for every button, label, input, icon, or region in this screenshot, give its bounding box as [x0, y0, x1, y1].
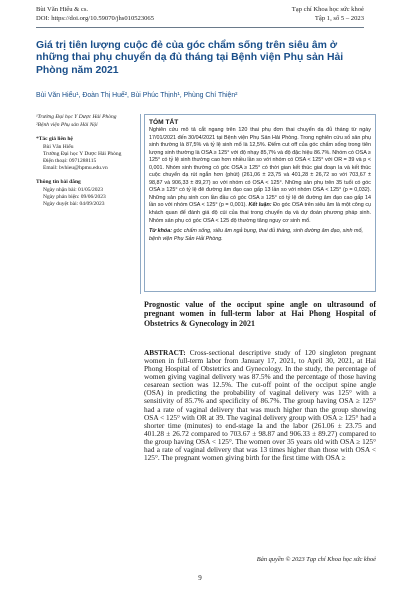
correspondence-name: Bùi Văn Hiểu — [43, 143, 74, 150]
article-sidebar — [36, 114, 136, 208]
vietnamese-abstract-heading: TÓM TẮT — [149, 119, 179, 126]
running-header — [36, 6, 364, 28]
english-abstract-label: ABSTRACT: — [144, 348, 186, 357]
sidebar-divider — [140, 114, 141, 294]
vietnamese-abstract-box — [144, 114, 376, 292]
correspondence-email[interactable]: Email: bvhieu@hpmu.edu.vn — [43, 165, 108, 172]
received-date: Ngày nhận bài: 01/05/2023 — [43, 186, 104, 193]
header-right — [292, 6, 364, 23]
correspondence-heading: *Tác giả liên hệ — [36, 136, 73, 143]
page-number: 9 — [198, 574, 202, 582]
english-abstract-text: Cross-sectional descriptive study of 120 singleton pregnant women in full-term labor from January 17, 2021, to April 30, 2021, at Hai Phong Hospital of Obstetrics and Gynecology. In the study, the percentage of women giving vaginal delivery was 87.5% and the percentage of those having cesarean section was 12.5%. The cut-off point of the occiput spine angle (OSA) in predicting the probability of vaginal delivery was 125° with a sensitivity of 85.7% and specificity of 86.7%. The group having OSA ≥ 125° had a rate of vaginal delivery that was much higher than the group showing OSA < 125° with OR at 39. The vaginal delivery group with OSA ≥ 125° had a shorter time (minutes) to end-stage Ia and the labor (261.06 ± 23.75 and 401.28 ± 26.72 compared to 703.67 ± 98.87 and 906.33 ± 89.27) compared to the group having OSA < 125°. The women over 35 years old with OSA ≥ 125° had a rate of vaginal delivery that was 13 times higher than those with OSA < 125°. The pregnant women giving birth for the first time with OSA ≥ — [144, 348, 376, 463]
correspondence-institution: Trường Đại học Y Dược Hải Phòng — [43, 150, 122, 157]
keywords-text: góc chẩm sống, siêu âm ngả bụng, thai đủ tháng, sinh đường âm đạo, sinh mổ, bệnh viện Phụ Sản Hải Phòng. — [149, 228, 363, 242]
english-title: Prognostic value of the occiput spine angle on ultrasound of pregnant women in full-term labor at Hai Phong Hospital of Obstetrics & Gynecology in 2021 — [144, 300, 376, 328]
header-left — [36, 6, 154, 23]
copyright-footer: Bản quyền © 2023 Tạp chí Khoa học sức khoẻ — [256, 556, 376, 563]
header-authors: Bùi Văn Hiểu & cs. — [36, 6, 89, 13]
vn-conclusion-text: Đo góc OSA trên siêu âm là một công cụ khách quan để đánh giá độ cúi của thai trong chuyển dạ và dự đoán phương pháp sinh. Nhóm sản phụ có góc OSA < 125 độ thường tăng nguy cơ sinh mổ. — [149, 202, 372, 224]
vn-abstract-body: Nghiên cứu mô tả cắt ngang trên 120 thai phụ đơn thai chuyển dạ đủ tháng từ ngày 17/01/2021 đến 30/04/2021 tại Bệnh viện Phụ Sản Hải Phòng. Trong nghiên cứu số sản phụ sinh thường là 87,5% và tỷ lệ sinh mổ là 12,5%. Điểm cut off của góc chẩm sống trong tiên lượng sinh thường là OSA ≥ 125° với độ nhạy 85,7% và độ đặc hiệu 86.7%. Nhóm có OSA ≥ 125° có tỷ lệ sinh thường cao hơn nhiều lần so với nhóm có OSA < 125° với OR = 39 và p < 0,001. Nhóm sinh thường có góc OSA ≥ 125° có thời gian kết thúc giai đoạn Ia và kết thúc cuộc chuyển dạ rút ngắn hơn (phút) (261,06 ± 23,75 và 401,28 ± 26,72 so với 703,67 ± 98,87 và 906,33 ± 89,27) so với nhóm có OSA < 125°. Những sản phụ trên 35 tuổi có góc OSA ≥ 125° có tỷ lệ đẻ đường âm đạo cao gấp 13 lần so với nhóm OSA < 125° (p = 0,032). Những sản phụ sinh con lần đầu có góc OSA ≥ 125° có tỷ lệ đẻ đường âm đạo cao gấp 14 lần so với nhóm OSA < 125° (p = 0,001). — [149, 127, 371, 209]
keywords-label: Từ khóa: — [149, 228, 173, 235]
affiliation-1: ¹Trường Đại học Y Dược Hải Phòng — [36, 114, 117, 120]
header-volume: Tập 1, số 5 – 2023 — [314, 14, 364, 22]
article-info-heading: Thông tin bài đăng — [36, 179, 81, 186]
vn-conclusion-label: Kết luận: — [248, 202, 272, 209]
correspondence-phone: Điện thoại: 0971288115 — [43, 158, 97, 165]
review-date: Ngày phản biện: 09/06/2023 — [43, 193, 106, 200]
accepted-date: Ngày duyệt bài: 04/09/2023 — [43, 201, 105, 208]
author-list: Bùi Văn Hiểu¹, Đoàn Thị Huế², Bùi Phúc Thịnh¹, Phùng Chí Thiện² — [36, 92, 238, 99]
affiliation-2: ²Bệnh viện Phụ sản Hải Nội — [36, 122, 98, 129]
vietnamese-abstract-text — [149, 127, 371, 225]
header-journal: Tạp chí Khoa học sức khoẻ — [291, 6, 364, 13]
vietnamese-keywords — [149, 228, 371, 243]
english-abstract — [144, 349, 376, 462]
article-title: Giá trị tiên lượng cuộc đẻ của góc chẩm sống trên siêu âm ở những thai phụ chuyển dạ đủ tháng tại Bệnh viện Phụ sản Hải Phòng năm 2021 — [36, 40, 344, 76]
header-doi[interactable]: DOI: https://doi.org/10.59070/jhs010523065 — [36, 14, 155, 22]
